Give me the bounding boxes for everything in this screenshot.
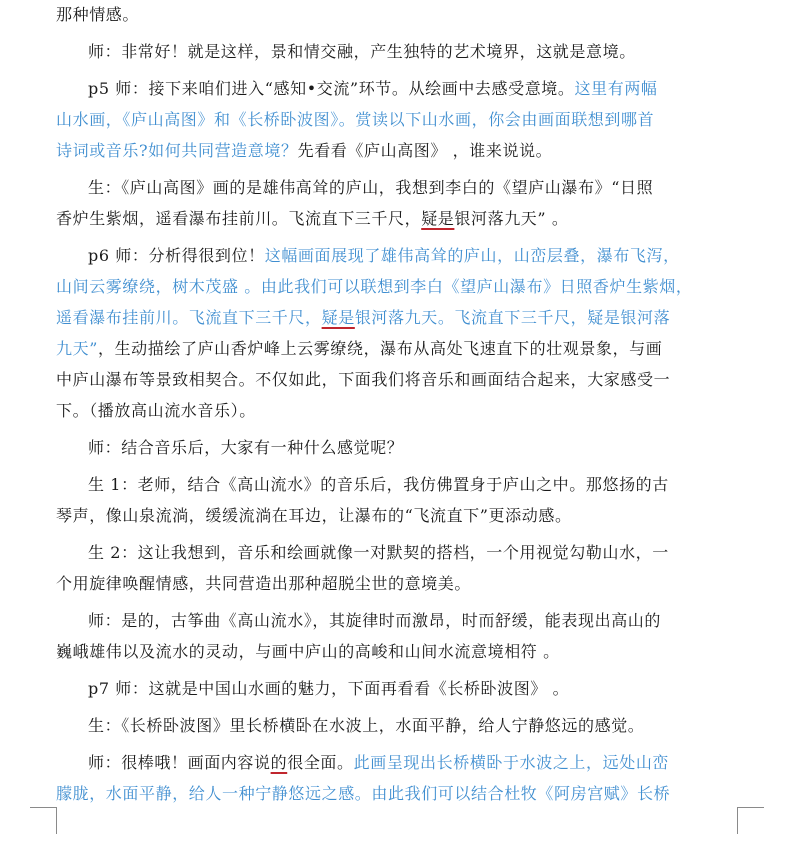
highlighted-text: 山水画，《庐山高图》和《长桥卧波图》。赏读以下山水画，你会由画面联想到哪首 — [56, 110, 655, 129]
text-line — [56, 203, 749, 234]
highlighted-text: 这幅画面展现了雄伟高耸的庐山，山峦层叠，瀑布飞泻， — [264, 246, 680, 265]
paragraph-teacher-praise — [56, 36, 749, 67]
text-run: 个用旋律唤醒情感，共同营造出那种超脱尘世的意境美。 — [56, 574, 472, 593]
text-run: 中庐山瀑布等景致相契合。不仅如此，下面我们将音乐和画面结合起来，大家感受一 — [56, 370, 671, 389]
text-line — [56, 568, 749, 599]
paragraph-p7-intro — [56, 673, 749, 704]
text-run: 师：很棒哦！画面内容说 — [88, 753, 271, 772]
highlighted-text: 此画呈现出长桥横卧于水波之上，远处山峦 — [353, 753, 670, 772]
text-line — [56, 537, 749, 568]
text-line — [56, 333, 749, 364]
text-run: 生 2：这让我想到，音乐和绘画就像一对默契的搭档，一个用视觉勾勒山水，一 — [88, 543, 669, 562]
text-line — [56, 469, 749, 500]
highlighted-text: 遥看瀑布挂前川。飞流直下三千尺， — [56, 308, 322, 327]
paragraph-teacher-bridge — [56, 747, 749, 809]
proofing-underlined-text[interactable]: 疑是 — [321, 308, 355, 327]
paragraph-p6-analysis — [56, 240, 749, 426]
text-line — [56, 778, 749, 809]
text-run: 下。（播放高山流水音乐）。 — [56, 401, 256, 420]
text-line — [56, 710, 749, 741]
paragraph-student-bridge — [56, 710, 749, 741]
proofing-underlined-text[interactable]: 疑是 — [421, 209, 455, 228]
text-line — [56, 747, 749, 778]
text-run: 香炉生紫烟，遥看瀑布挂前川。飞流直下三千尺， — [56, 209, 422, 228]
text-line — [56, 104, 749, 135]
text-line — [56, 605, 749, 636]
highlighted-text: 银河落九天。飞流直下三千尺，疑是银河落 — [354, 308, 671, 327]
text-run: p5 师：接下来咱们进入“感知•交流”环节。从绘画中去感受意境。 — [88, 79, 575, 98]
text-line — [56, 636, 749, 667]
text-run: p7 师：这就是中国山水画的魅力，下面再看看《长桥卧波图》 。 — [88, 679, 570, 698]
text-run: 很全面。 — [287, 753, 354, 772]
text-line — [56, 364, 749, 395]
text-run: ，生动描绘了庐山香炉峰上云雾缭绕，瀑布从高处飞速直下的壮观景象，与画 — [97, 339, 663, 358]
text-line — [56, 135, 749, 166]
text-line — [56, 0, 749, 30]
text-line — [56, 302, 749, 333]
text-line — [56, 432, 749, 463]
highlighted-text: 诗词或音乐?如何共同营造意境？ — [56, 141, 298, 160]
text-run: 师：非常好！就是这样，景和情交融，产生独特的艺术境界，这就是意境。 — [88, 42, 636, 61]
paragraph-student-answer — [56, 172, 749, 234]
paragraph-p5-intro — [56, 73, 749, 166]
highlighted-text: 这里有两幅 — [574, 79, 658, 98]
highlighted-text: 朦胧，水面平静，给人一种宁静悠远之感。由此我们可以结合杜牧《阿房宫赋》长桥 — [56, 784, 671, 803]
paragraph-student-2 — [56, 537, 749, 599]
highlighted-text: 九天” — [56, 339, 98, 358]
text-run: 生：《长桥卧波图》里长桥横卧在水波上，水面平静，给人宁静悠远的感觉。 — [88, 716, 645, 735]
text-run: 生 1：老师，结合《高山流水》的音乐后，我仿佛置身于庐山之中。那悠扬的古 — [88, 475, 669, 494]
text-line — [56, 73, 749, 104]
highlighted-text: 山间云雾缭绕，树木茂盛 。由此我们可以联想到李白《望庐山瀑布》日照香炉生紫烟， — [56, 277, 693, 296]
paragraph-teacher-guzheng — [56, 605, 749, 667]
text-run: 巍峨雄伟以及流水的灵动，与画中庐山的高峻和山间水流意境相符 。 — [56, 642, 560, 661]
document-body — [56, 0, 749, 809]
text-line — [56, 240, 749, 271]
page-margin-corner-mark — [737, 807, 764, 834]
text-run: 银河落九天” 。 — [454, 209, 569, 228]
paragraph-continuation — [56, 0, 749, 30]
text-line — [56, 395, 749, 426]
proofing-underlined-text[interactable]: 的 — [270, 753, 288, 772]
text-run: 生：《庐山高图》画的是雄伟高耸的庐山，我想到李白的《望庐山瀑布》“日照 — [88, 178, 654, 197]
page-margin-corner-mark — [30, 807, 57, 834]
text-line — [56, 172, 749, 203]
text-line — [56, 36, 749, 67]
paragraph-teacher-question — [56, 432, 749, 463]
text-run: 先看看《庐山高图》 ，谁来说说。 — [297, 141, 553, 160]
text-line — [56, 673, 749, 704]
text-run: 那种情感。 — [56, 5, 140, 24]
text-line — [56, 500, 749, 531]
text-run: p6 师：分析得很到位！ — [88, 246, 265, 265]
text-run: 琴声，像山泉流淌，缓缓流淌在耳边，让瀑布的“飞流直下”更添动感。 — [56, 506, 572, 525]
text-line — [56, 271, 749, 302]
paragraph-student-1 — [56, 469, 749, 531]
text-run: 师：是的，古筝曲《高山流水》，其旋律时而激昂，时而舒缓，能表现出高山的 — [88, 611, 662, 630]
text-run: 师：结合音乐后，大家有一种什么感觉呢？ — [88, 438, 404, 457]
